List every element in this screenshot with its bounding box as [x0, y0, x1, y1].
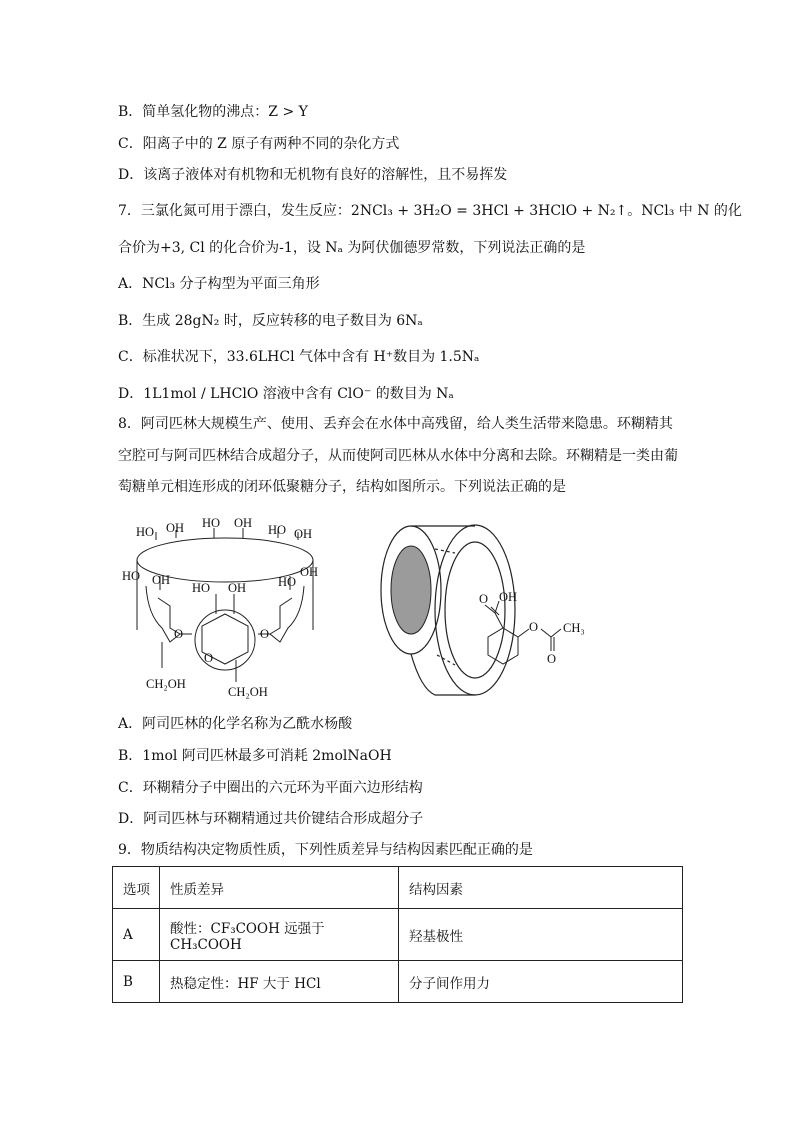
q8-stem-line2: 空腔可与阿司匹林结合成超分子，从而使阿司匹林从水体中分离和去除。环糊精是一类由葡	[118, 448, 678, 464]
fig-label-oh: OH	[294, 527, 313, 541]
fig-label-oh: OH	[152, 573, 171, 587]
q7-option-d: D．1L1mol / LHClO 溶液中含有 ClO⁻ 的数目为 Nₐ	[118, 386, 454, 402]
q8-option-c: C．环糊精分子中圈出的六元环为平面六边形结构	[118, 780, 423, 796]
cyclodextrin-structure-figure	[118, 510, 328, 705]
aspirin-label-oh: OH	[499, 590, 518, 604]
fig-label-o: O	[204, 651, 214, 665]
table-row	[113, 961, 683, 1003]
aspirin-inclusion-figure	[375, 515, 600, 700]
table-header-cell: 性质差异	[160, 867, 399, 909]
table-row	[113, 909, 683, 961]
q9-stem: 9．物质结构决定物质性质，下列性质差异与结构因素匹配正确的是	[118, 842, 533, 858]
q7-option-b: B．生成 28gN₂ 时，反应转移的电子数目为 6Nₐ	[118, 313, 423, 329]
fig-label-ho: HO	[268, 523, 287, 537]
fig-label-oh: OH	[166, 521, 185, 535]
q8-option-d: D．阿司匹林与环糊精通过共价键结合形成超分子	[118, 811, 424, 827]
fig-label-ch2oh: CH₂OH	[228, 685, 268, 699]
fig-label-ho: HO	[278, 575, 297, 589]
table-header-cell: 选项	[113, 867, 160, 909]
q8-option-b: B．1mol 阿司匹林最多可消耗 2molNaOH	[118, 748, 392, 764]
fig-label-ho: HO	[136, 525, 155, 539]
aspirin-label-o: O	[479, 592, 489, 606]
fig-label-oh: OH	[228, 581, 247, 595]
fig-label-ho: HO	[122, 569, 141, 583]
aspirin-label-o: O	[529, 620, 539, 634]
fig-label-ho: HO	[192, 581, 211, 595]
q8-option-a: A．阿司匹林的化学名称为乙酰水杨酸	[118, 716, 353, 732]
q9-table	[112, 866, 683, 1003]
q7-stem-line2: 合价为+3, Cl 的化合价为-1，设 Nₐ 为阿伏伽德罗常数，下列说法正确的是	[118, 240, 586, 256]
q8-stem-line1: 8．阿司匹林大规模生产、使用、丢弃会在水体中高残留，给人类生活带来隐患。环糊精其	[118, 416, 673, 432]
fig-label-oh: OH	[300, 565, 319, 579]
q6-option-d: D．该离子液体对有机物和无机物有良好的溶解性，且不易挥发	[118, 167, 508, 183]
aspirin-label-o: O	[547, 652, 557, 666]
q7-option-a: A．NCl₃ 分子构型为平面三角形	[118, 276, 320, 292]
table-header-row	[113, 867, 683, 909]
table-cell: B	[113, 961, 160, 1003]
table-cell: A	[113, 909, 160, 961]
aspirin-label-ch3: CH₃	[563, 621, 585, 635]
q6-option-b: B．简单氢化物的沸点：Z > Y	[118, 104, 308, 120]
q6-option-c: C．阳离子中的 Z 原子有两种不同的杂化方式	[118, 136, 400, 152]
q7-option-c: C．标准状况下，33.6LHCl 气体中含有 H⁺数目为 1.5Nₐ	[118, 349, 480, 365]
table-cell: 热稳定性：HF 大于 HCl	[160, 961, 399, 1003]
fig-label-ch2oh: CH₂OH	[146, 677, 186, 691]
table-cell: 羟基极性	[399, 909, 683, 961]
q7-stem-line1: 7．三氯化氮可用于漂白，发生反应：2NCl₃ + 3H₂O = 3HCl + 3HClO + N₂↑。NCl₃ 中 N 的化	[118, 203, 742, 219]
fig-label-oh: OH	[234, 516, 253, 530]
table-cell: 分子间作用力	[399, 961, 683, 1003]
q8-stem-line3: 萄糖单元相连形成的闭环低聚糖分子，结构如图所示。下列说法正确的是	[118, 479, 566, 495]
table-header-cell: 结构因素	[399, 867, 683, 909]
fig-label-o: O	[260, 627, 270, 641]
fig-label-o: O	[174, 627, 184, 641]
table-cell: 酸性：CF₃COOH 远强于 CH₃COOH	[160, 909, 399, 961]
fig-label-ho: HO	[202, 516, 221, 530]
